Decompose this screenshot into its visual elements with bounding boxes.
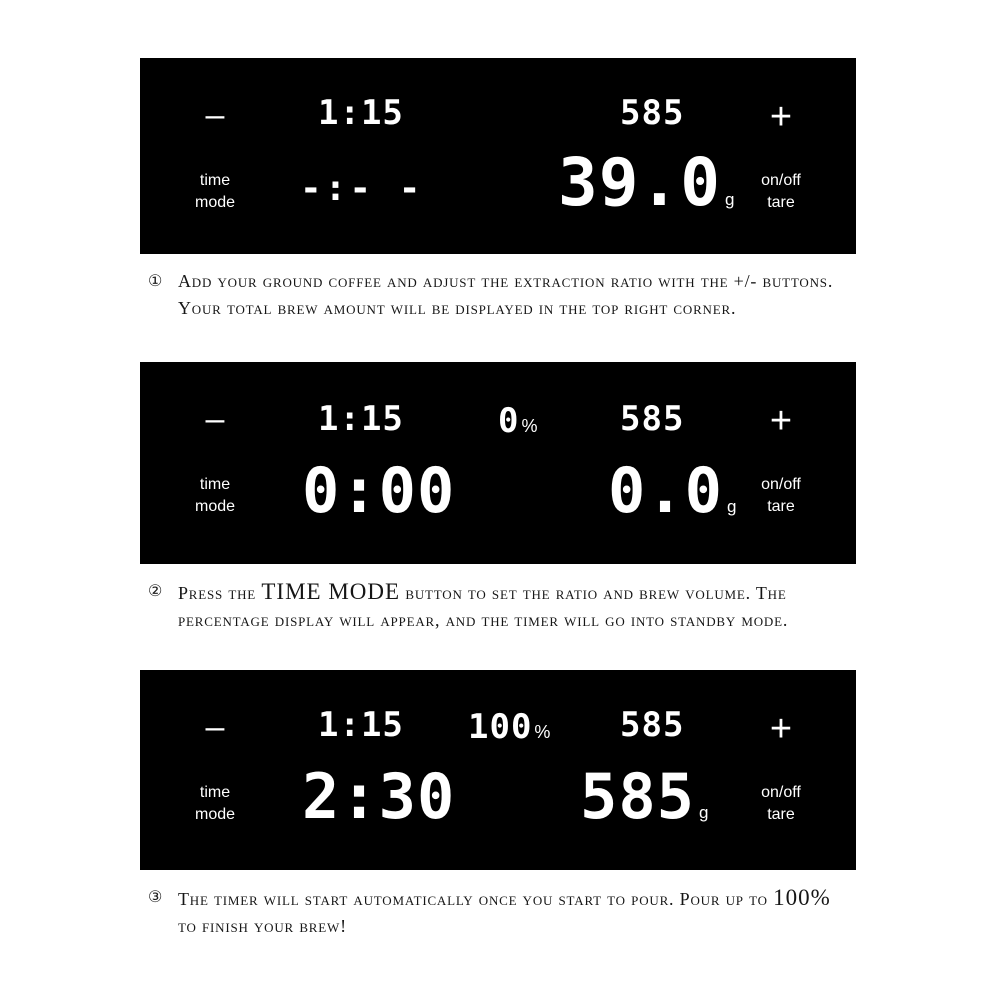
step-text-3-part1: The timer will start automatically once you start to pour. Pour up to [178,889,774,909]
weight-unit-2: g [726,497,737,516]
tare-label-line2: tare [767,805,795,823]
scale-display-panel-3 [140,670,856,870]
weight-readout-1: 39.0 [558,144,721,221]
time-mode-button-1[interactable] [140,170,290,213]
minus-icon[interactable]: – [205,400,225,438]
total-brew-readout-2: 585 [620,399,685,439]
right-button-column-2 [706,362,856,564]
step-number-3: ③ [148,889,163,906]
percent-readout-3: 100 [468,707,533,747]
left-button-column-1 [140,58,290,254]
percent-readout-group-3 [468,707,551,747]
percent-readout-2: 0 [498,401,520,441]
minus-icon[interactable]: – [205,708,225,746]
weight-readout-group-3 [580,760,709,833]
time-mode-label-line1: time [199,476,231,493]
left-button-column-3 [140,670,290,870]
caption-step-3 [140,884,860,940]
scale-display-panel-1 [140,58,856,254]
onoff-tare-button-2[interactable] [706,474,856,517]
display-area-1 [290,58,735,254]
display-area-3 [290,670,709,870]
tare-label-line2: tare [767,497,795,515]
timer-main-readout-3: 2:30 [302,760,456,833]
step-number-2: ② [148,583,163,600]
onoff-label-line1: on/off [761,784,801,801]
weight-readout-2: 0.0 [608,454,723,527]
time-mode-label-line2: mode [194,805,236,823]
timer-secondary-readout-1: 1:15 [318,93,404,133]
time-mode-button-2[interactable] [140,474,290,517]
percent-unit-3: % [534,722,551,742]
caption-step-2 [140,578,860,634]
step-text-2-emphasis: TIME MODE [261,579,401,604]
step-text-2-part1: Press the [178,583,262,603]
scale-display-panel-2 [140,362,856,564]
step-text-3-emphasis: 100% [773,885,831,910]
right-button-column-1 [706,58,856,254]
step-text-1: Add your ground coffee and adjust the extraction ratio with the +/- buttons. Your total brew amount will be displayed in the top right corner. [178,271,834,318]
time-mode-label-line2: mode [194,497,236,515]
timer-secondary-readout-2: 1:15 [318,399,404,439]
timer-secondary-readout-3: 1:15 [318,705,404,745]
caption-step-1 [140,268,860,322]
onoff-label-line1: on/off [761,476,801,493]
step-text-3 [178,884,850,940]
left-button-column-2 [140,362,290,564]
weight-unit-1: g [724,190,735,209]
right-button-column-3 [706,670,856,870]
step-text-3-part2: to finish your brew! [178,916,347,936]
tare-label-line2: tare [767,193,795,211]
plus-icon[interactable]: + [769,708,793,750]
weight-readout-3: 585 [580,760,695,833]
time-mode-button-3[interactable] [140,782,290,825]
timer-main-readout-1: -:- - [300,168,424,209]
timer-main-readout-2: 0:00 [302,454,456,527]
percent-readout-group-2 [498,401,538,441]
percent-unit-2: % [521,416,538,436]
plus-icon[interactable]: + [769,96,793,138]
plus-icon[interactable]: + [769,400,793,442]
onoff-tare-button-3[interactable] [706,782,856,825]
time-mode-label-line2: mode [194,193,236,211]
total-brew-readout-1: 585 [620,93,685,133]
step-text-2-part2: button to set the ratio and brew volume. The percentage display will appear, and the timer will go into standby mode. [178,583,789,630]
minus-icon[interactable]: – [205,96,225,134]
onoff-label-line1: on/off [761,172,801,189]
time-mode-label-line1: time [199,784,231,801]
time-mode-label-line1: time [199,172,231,189]
step-text-2 [178,578,850,634]
weight-unit-3: g [698,803,709,822]
onoff-tare-button-1[interactable] [706,170,856,213]
step-number-1: ① [148,273,163,290]
total-brew-readout-3: 585 [620,705,685,745]
display-area-2 [290,362,737,564]
